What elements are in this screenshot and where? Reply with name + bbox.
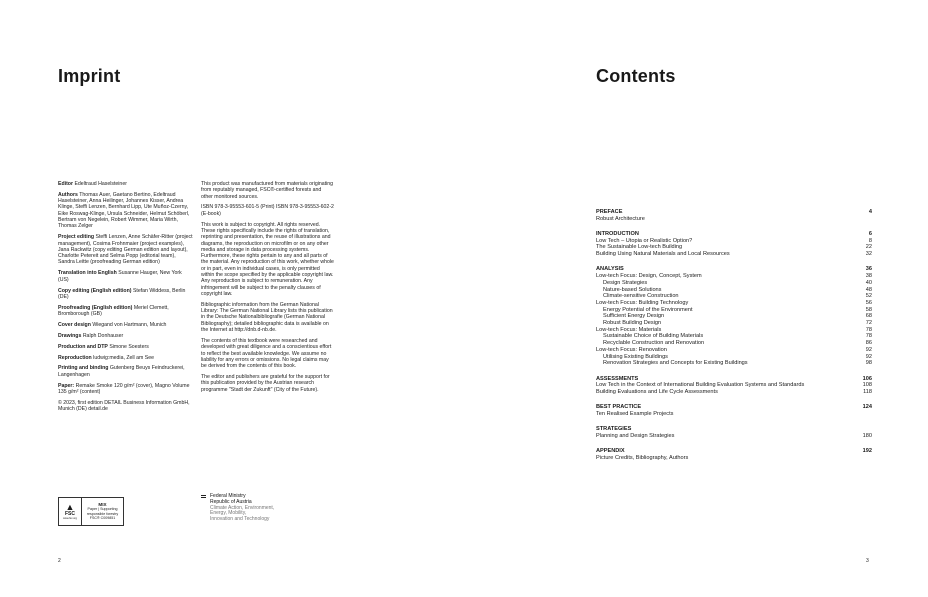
- imprint-credits-column: [58, 181, 193, 417]
- toc-section-heading: [596, 209, 872, 216]
- fsc-name: FSC: [65, 511, 75, 517]
- credit-label: Copy editing (English edition): [58, 287, 132, 294]
- toc-entry-page: 118: [863, 388, 872, 395]
- credit-label: Translation into English: [58, 270, 117, 277]
- toc-entry-title: The Sustainable Low-tech Building: [596, 244, 683, 251]
- toc-entry-page: 92: [865, 353, 872, 360]
- fsc-code: FSC® C009851: [89, 516, 116, 521]
- toc-entry-page: 56: [865, 299, 872, 306]
- toc-entry: [596, 216, 872, 223]
- toc-entry-page: 78: [865, 333, 872, 340]
- fsc-label: [58, 497, 124, 526]
- toc-entry-title: Low Tech in the Context of International Building Evaluation Systems and Standards: [596, 382, 805, 389]
- credit-label: Authors: [58, 191, 78, 198]
- toc-entry-page: 108: [862, 382, 872, 389]
- toc-entry-page: 4: [868, 209, 872, 215]
- toc-entry-page: 78: [865, 326, 872, 333]
- page-title-imprint: Imprint: [58, 66, 121, 86]
- toc-section: [596, 266, 872, 367]
- toc-entry-page: 180: [862, 432, 872, 439]
- ministry-line: Energy, Mobility,: [210, 510, 247, 517]
- legal-paragraph: Bibliographic information from the German National Library: The German National Library lists this publication in the Deutsche Nationalbibliografie (German National Bibliography); detailed bibliographic data is available on the Internet at http://dnb.d-nb.de.: [201, 301, 333, 334]
- imprint-credit-block: [58, 400, 193, 413]
- fsc-text: [82, 498, 123, 525]
- toc-entry-page: 106: [862, 375, 872, 382]
- toc-entry: [596, 293, 872, 300]
- imprint-credit-block: [58, 192, 193, 230]
- toc-entry-title: Renovation Strategies and Concepts for Existing Buildings: [603, 360, 748, 367]
- toc-entry-page: 22: [865, 244, 872, 251]
- toc-entry-title: Low-tech Focus: Building Technology: [596, 299, 689, 306]
- credit-text: Gutenberg Beuys Feindruckerei, Langenhagen: [58, 365, 185, 378]
- contents-page: [464, 0, 928, 597]
- toc-entry: [596, 455, 872, 462]
- legal-paragraph: The editor and publishers are grateful for the support for this publication provided by the Austrian research programme "Stadt der Zukunft" (City of the Future).: [201, 373, 330, 393]
- legal-paragraph: ISBN 978-3-95553-601-5 (Print) ISBN 978-3-95553-602-2 (E-book): [201, 204, 334, 217]
- toc-section: [596, 448, 872, 461]
- credit-label: Project editing: [58, 234, 95, 241]
- toc-entry-title: PREFACE: [596, 209, 623, 215]
- toc-entry-title: Energy Potential of the Environment: [603, 306, 693, 313]
- ministry-logo: [201, 494, 274, 523]
- toc-section: [596, 376, 872, 396]
- imprint-credit-block: [58, 181, 193, 187]
- toc-entry: [596, 382, 872, 389]
- toc-entry-title: BEST PRACTICE: [596, 404, 642, 411]
- toc-entry-title: Building Evaluations and Life Cycle Assessments: [596, 388, 718, 395]
- toc-entry-title: Climate-sensitive Construction: [603, 293, 679, 300]
- credit-label: Printing and binding: [58, 365, 109, 372]
- toc-entry-title: ANALYSIS: [596, 266, 624, 273]
- credit-label: Cover design: [58, 321, 91, 328]
- toc-entry: [596, 333, 872, 340]
- toc-entry-title: Recyclable Construction and Renovation: [603, 340, 705, 347]
- toc-entry-page: 58: [865, 306, 872, 313]
- toc-entry-page: 40: [865, 279, 872, 286]
- ministry-line: Federal Ministry: [210, 493, 246, 499]
- toc-entry-page: 86: [865, 340, 872, 347]
- toc-section: [596, 404, 872, 417]
- imprint-credit-block: [58, 305, 193, 318]
- credit-label: Drawings: [58, 332, 82, 339]
- imprint-credit-block: [58, 288, 193, 301]
- toc-section-heading: [596, 426, 872, 433]
- toc-entry-title: INTRODUCTION: [596, 231, 639, 237]
- imprint-credit-block: [58, 365, 193, 378]
- toc-entry-title: Robust Architecture: [596, 215, 645, 222]
- toc-entry: [596, 244, 872, 251]
- toc-entry-page: 92: [865, 346, 872, 353]
- toc-entry: [596, 251, 872, 258]
- legal-paragraph: This product was manufactured from materials originating from reputably managed, FSC®-certified forests and other monitored sources.: [201, 181, 334, 200]
- toc-entry: [596, 320, 872, 327]
- toc-entry: [596, 411, 872, 418]
- toc-entry-title: Low-tech Focus: Design, Concept, System: [596, 273, 702, 280]
- fsc-logo: [59, 498, 82, 525]
- page-number-left: 2: [58, 558, 61, 564]
- toc-entry-title: Planning and Design Strategies: [596, 432, 675, 439]
- credit-label: Reproduction: [58, 354, 92, 361]
- toc-entry-title: Robust Building Design: [603, 320, 662, 327]
- toc-entry: [596, 238, 872, 245]
- credit-label: Proofreading (English edition): [58, 304, 133, 311]
- page-number-right: 3: [866, 558, 869, 564]
- toc-entry: [596, 354, 872, 361]
- credit-text: Simone Soesters: [109, 343, 149, 350]
- toc-entry-page: 98: [865, 360, 872, 367]
- toc-entry: [596, 347, 872, 354]
- credit-text: Meriel Clemett, Bromborough (GB): [58, 304, 169, 318]
- table-of-contents: [596, 209, 872, 470]
- credit-text: © 2023, first edition DETAIL Business Information GmbH, Munich (DE) detail.de: [58, 399, 190, 413]
- toc-section-heading: [596, 404, 872, 411]
- toc-entry: [596, 280, 872, 287]
- toc-section: [596, 231, 872, 258]
- toc-section: [596, 209, 872, 222]
- ministry-line: Climate Action, Environment,: [210, 504, 275, 511]
- toc-entry: [596, 313, 872, 320]
- toc-entry-page: 48: [865, 286, 872, 293]
- imprint-credit-block: [58, 270, 193, 283]
- toc-entry-page: 124: [862, 404, 872, 411]
- toc-entry-title: Low-tech Focus: Materials: [596, 326, 662, 333]
- imprint-credit-block: [58, 355, 193, 361]
- fsc-mix: MIX: [98, 502, 107, 508]
- toc-entry-page: 32: [865, 251, 872, 258]
- imprint-legal-column: [201, 181, 334, 397]
- toc-entry: [596, 389, 872, 396]
- ministry-line: Innovation and Technology: [210, 516, 270, 523]
- toc-entry-title: APPENDIX: [596, 448, 625, 455]
- toc-entry-page: 192: [862, 448, 872, 455]
- credit-label: Paper:: [58, 382, 75, 389]
- toc-entry: [596, 327, 872, 334]
- imprint-credit-block: [58, 383, 193, 396]
- fsc-line-2: responsible forestry: [86, 511, 119, 516]
- toc-section-heading: [596, 376, 872, 383]
- toc-entry-title: Low Tech – Utopia or Realistic Option?: [596, 237, 693, 244]
- toc-entry-title: Design Strategies: [603, 279, 648, 286]
- toc-entry-title: Low-tech Focus: Renovation: [596, 346, 667, 353]
- toc-entry-title: Utilising Existing Buildings: [603, 353, 668, 360]
- credit-text: Steffi Lenzen, Anne Schäfer-Ritter (project management), Cosima Frohnmaier (project examples), Jana Rackwitz (copy editing German edition and layout), Charlotte Petereit and Selma Popp (editorial team), Sandra Leitte (proofreading German edition): [58, 234, 193, 266]
- toc-entry-title: Building Using Natural Materials and Local Resources: [596, 251, 730, 258]
- toc-entry-page: 72: [865, 320, 872, 327]
- toc-entry-page: 38: [865, 273, 872, 280]
- toc-entry-page: 8: [868, 237, 872, 244]
- credit-label: Production and DTP: [58, 343, 108, 350]
- toc-entry-title: Sustainable Choice of Building Materials: [603, 333, 704, 340]
- credit-text: Ralph Donhauser: [82, 332, 124, 339]
- toc-entry-title: Sufficient Energy Design: [603, 313, 665, 320]
- toc-entry-page: 36: [865, 266, 872, 273]
- credit-text: ludwig:media, Zell am See: [93, 354, 155, 361]
- toc-entry: [596, 287, 872, 294]
- toc-entry-page: 52: [865, 293, 872, 300]
- toc-section: [596, 426, 872, 439]
- imprint-credit-block: [58, 234, 193, 265]
- toc-section-heading: [596, 266, 872, 273]
- credit-text: Stefan Widdess, Berlin (DE): [58, 287, 186, 300]
- credit-text: Remake Smoke 120 g/m² (cover), Magno Volume 135 g/m² (content): [58, 382, 190, 395]
- legal-paragraph: The contents of this textbook were researched and developed with great diligence and a conscientious effort to reflect the best available knowledge. We assume no liability for any errors or omissions. No legal claims may be derived from the contents of this book.: [201, 337, 332, 370]
- toc-entry-title: Picture Credits, Bibliography, Authors: [596, 454, 689, 461]
- toc-entry-page: 6: [868, 231, 872, 237]
- fsc-line-1: Paper | Supporting: [87, 507, 118, 512]
- page-title-contents: Contents: [596, 66, 676, 86]
- tree-icon: ▲: [65, 502, 75, 512]
- credit-text: Thomas Auer, Gaetano Bertino, Edeltraud Haselsteiner, Anna Heilinger, Johannes Kisser, Andrea Klinge, Steffi Lenzen, Bernhard Lipp, Ute Muñoz-Czerny, Eike Roswag-Klinge, Ursula Schneider, Helmut Schöberl, Bertram von Negelein, Robert Wimmer, Maria Wirth, Thomas Zelger: [58, 191, 190, 230]
- toc-entry: [596, 360, 872, 367]
- toc-entry: [596, 273, 872, 280]
- imprint-credit-block: [58, 333, 193, 339]
- toc-entry: [596, 433, 872, 440]
- toc-entry-title: Nature-based Solutions: [603, 286, 662, 293]
- austria-flag-icon: [201, 495, 206, 499]
- imprint-credit-block: [58, 344, 193, 350]
- toc-entry-title: Ten Realised Example Projects: [596, 410, 674, 417]
- toc-entry-title: STRATEGIES: [596, 426, 632, 433]
- toc-section-heading: [596, 231, 872, 238]
- toc-entry: [596, 300, 872, 307]
- credit-label: Editor: [58, 181, 73, 187]
- toc-entry: [596, 307, 872, 314]
- credit-text: Wiegand von Hartmann, Munich: [92, 321, 167, 328]
- credit-text: Susanne Hauger, New York (US): [58, 270, 182, 283]
- fsc-url: www.fsc.org: [63, 517, 77, 520]
- toc-entry-title: ASSESSMENTS: [596, 375, 639, 382]
- credit-text: Edeltraud Haselsteiner: [74, 181, 127, 187]
- imprint-credit-block: [58, 322, 193, 328]
- toc-entry: [596, 340, 872, 347]
- ministry-line: Republic of Austria: [210, 498, 252, 505]
- legal-paragraph: This work is subject to copyright. All rights reserved. These rights specifically include the rights of translation, reprinting and presentation, the reuse of illustrations and diagrams, the reproduction on microfilm or on any other media and storage in data processing systems. Furthermore, these rights pertain to any and all parts of the material. Any reproduction of this work, whether whole or in part, even in individual cases, is only permitted within the scope specified by the applicable copyright law. Any reproduction is subject to remuneration. Any infringement will be subject to the penalty clauses of copyright law.: [201, 221, 334, 297]
- toc-entry-page: 68: [865, 313, 872, 320]
- toc-section-heading: [596, 448, 872, 455]
